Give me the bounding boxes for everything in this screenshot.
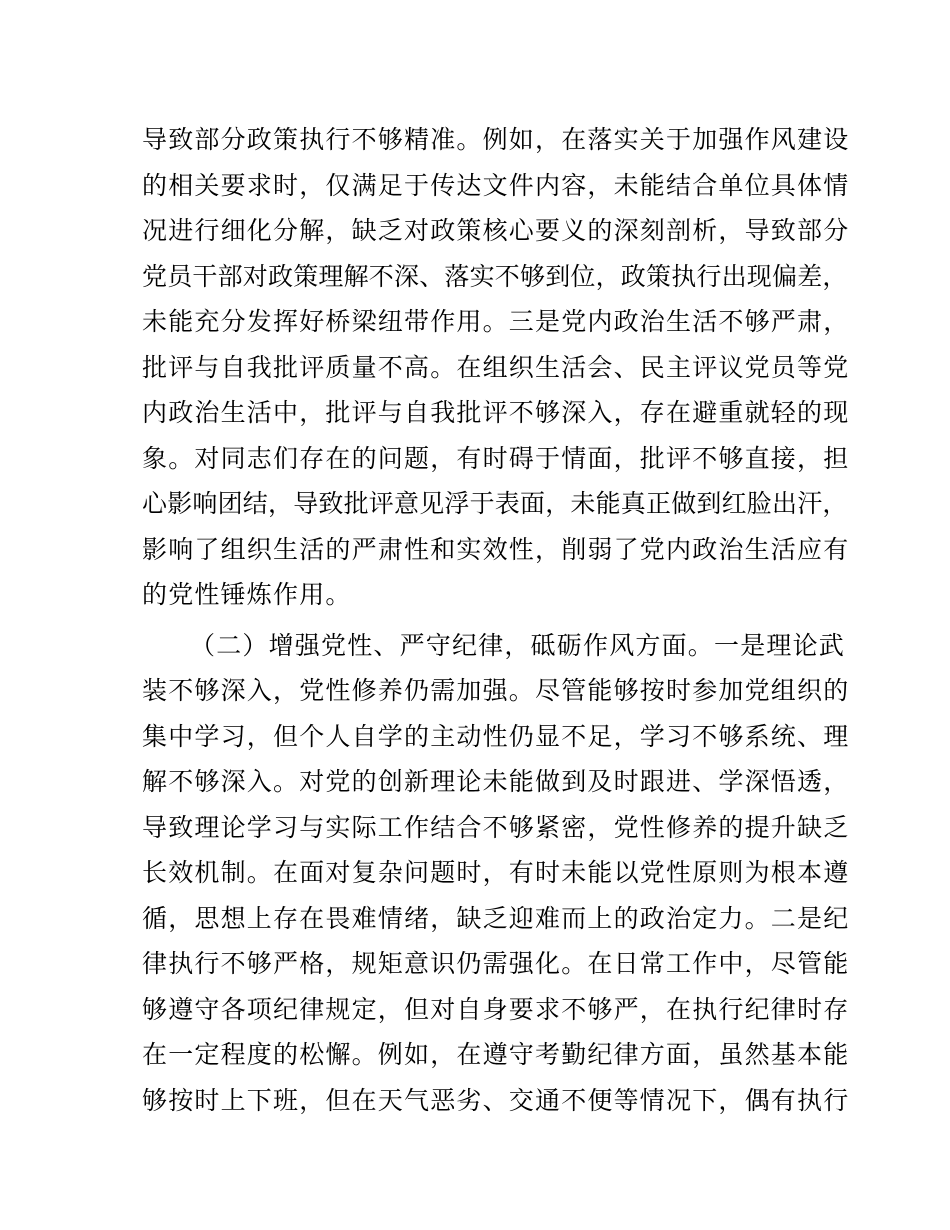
text-line: 装不够深入，党性修养仍需加强。尽管能够按时参加党组织的	[142, 676, 850, 705]
text-line: 内政治生活中，批评与自我批评不够深入，存在避重就轻的现	[142, 398, 850, 427]
text-line: 循，思想上存在畏难情绪，缺乏迎难而上的政治定力。二是纪	[142, 903, 850, 933]
text-line: 心影响团结，导致批评意见浮于表面，未能真正做到红脸出汗，	[142, 489, 848, 518]
text-line: （二）增强党性、严守纪律，砥砺作风方面。一是理论武	[190, 630, 846, 660]
text-line: 在一定程度的松懈。例如，在遵守考勤纪律方面，虽然基本能	[142, 1040, 850, 1069]
text-line: 够遵守各项纪律规定，但对自身要求不够严，在执行纪律时存	[142, 994, 850, 1024]
text-line: 够按时上下班，但在天气恶劣、交通不便等情况下，偶有执行	[142, 1085, 850, 1115]
text-line: 况进行细化分解，缺乏对政策核心要义的深刻剖析，导致部分	[142, 216, 850, 245]
text-line: 导致理论学习与实际工作结合不够紧密，党性修养的提升缺乏	[142, 812, 850, 842]
text-line: 党员干部对政策理解不深、落实不够到位，政策执行出现偏差，	[142, 261, 848, 291]
text-line: 导致部分政策执行不够精准。例如，在落实关于加强作风建设	[142, 125, 850, 154]
text-line: 长效机制。在面对复杂问题时，有时未能以党性原则为根本遵	[142, 858, 850, 887]
document-body	[142, 117, 850, 1123]
text-line: 的党性锤炼作用。	[142, 580, 352, 609]
paragraph-1	[142, 117, 850, 618]
text-line: 集中学习，但个人自学的主动性仍显不足，学习不够系统、理	[142, 721, 850, 751]
text-line: 影响了组织生活的严肃性和实效性，削弱了党内政治生活应有	[142, 534, 850, 564]
paragraph-2	[142, 623, 850, 1124]
text-line: 律执行不够严格，规矩意识仍需强化。在日常工作中，尽管能	[142, 949, 850, 978]
text-line: 的相关要求时，仅满足于传达文件内容，未能结合单位具体情	[142, 170, 850, 200]
text-line: 未能充分发挥好桥梁纽带作用。三是党内政治生活不够严肃，	[142, 307, 850, 336]
text-line: 批评与自我批评质量不高。在组织生活会、民主评议党员等党	[142, 352, 850, 382]
text-line: 解不够深入。对党的创新理论未能做到及时跟进、学深悟透，	[142, 767, 850, 796]
text-line: 象。对同志们存在的问题，有时碍于情面，批评不够直接，担	[142, 443, 850, 473]
